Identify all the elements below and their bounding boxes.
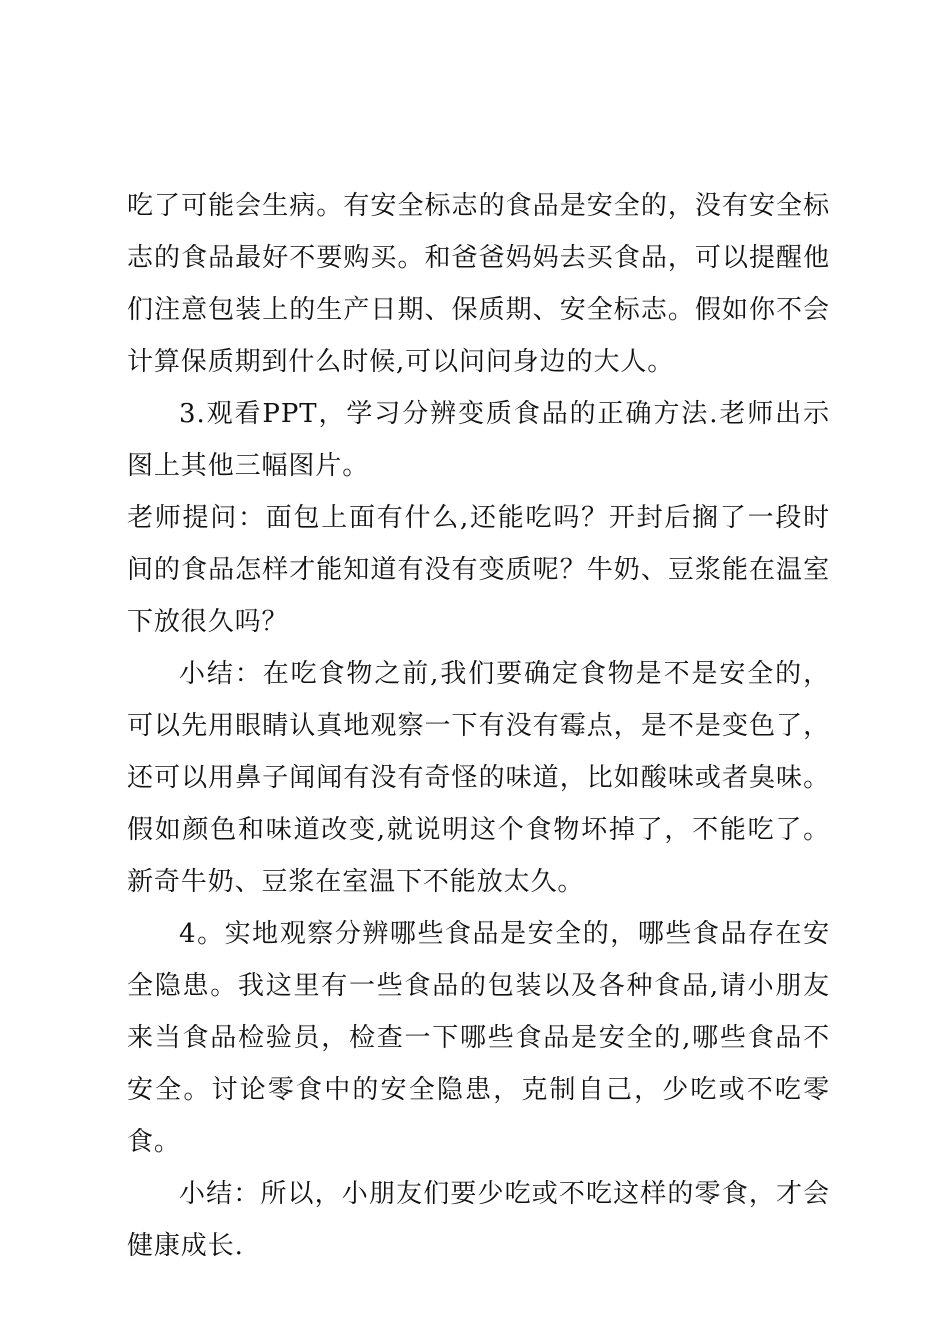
- paragraph-step-4: 4。实地观察分辨哪些食品是安全的，哪些食品存在安全隐患。我这里有一些食品的包装以及各种食品,请小朋友来当食品检验员，检查一下哪些食品是安全的,哪些食品不安全。讨论零食中的安全隐患，克制自己，少吃或不吃零食。: [127, 919, 830, 1157]
- document-body: [127, 180, 830, 1272]
- paragraph-teacher-question: 老师提问：面包上面有什么,还能吃吗？开封后搁了一段时间的食品怎样才能知道有没有变质呢？牛奶、豆浆能在温室下放很久吗？: [127, 503, 830, 637]
- paragraph-step-3: 3.观看PPT，学习分辨变质食品的正确方法.老师出示图上其他三幅图片。: [127, 399, 830, 481]
- paragraph-continuation: 吃了可能会生病。有安全标志的食品是安全的，没有安全标志的食品最好不要购买。和爸爸妈妈去买食品，可以提醒他们注意包装上的生产日期、保质期、安全标志。假如你不会计算保质期到什么时候,可以问问身边的大人。: [127, 191, 830, 377]
- paragraph-summary-2: 小结：所以，小朋友们要少吃或不吃这样的零食，才会健康成长.: [127, 1179, 830, 1261]
- paragraph-summary-1: 小结：在吃食物之前,我们要确定食物是不是安全的，可以先用眼睛认真地观察一下有没有霉点，是不是变色了，还可以用鼻子闻闻有没有奇怪的味道，比如酸味或者臭味。假如颜色和味道改变,就说明这个食物坏掉了，不能吃了。新奇牛奶、豆浆在室温下不能放太久。: [127, 659, 830, 897]
